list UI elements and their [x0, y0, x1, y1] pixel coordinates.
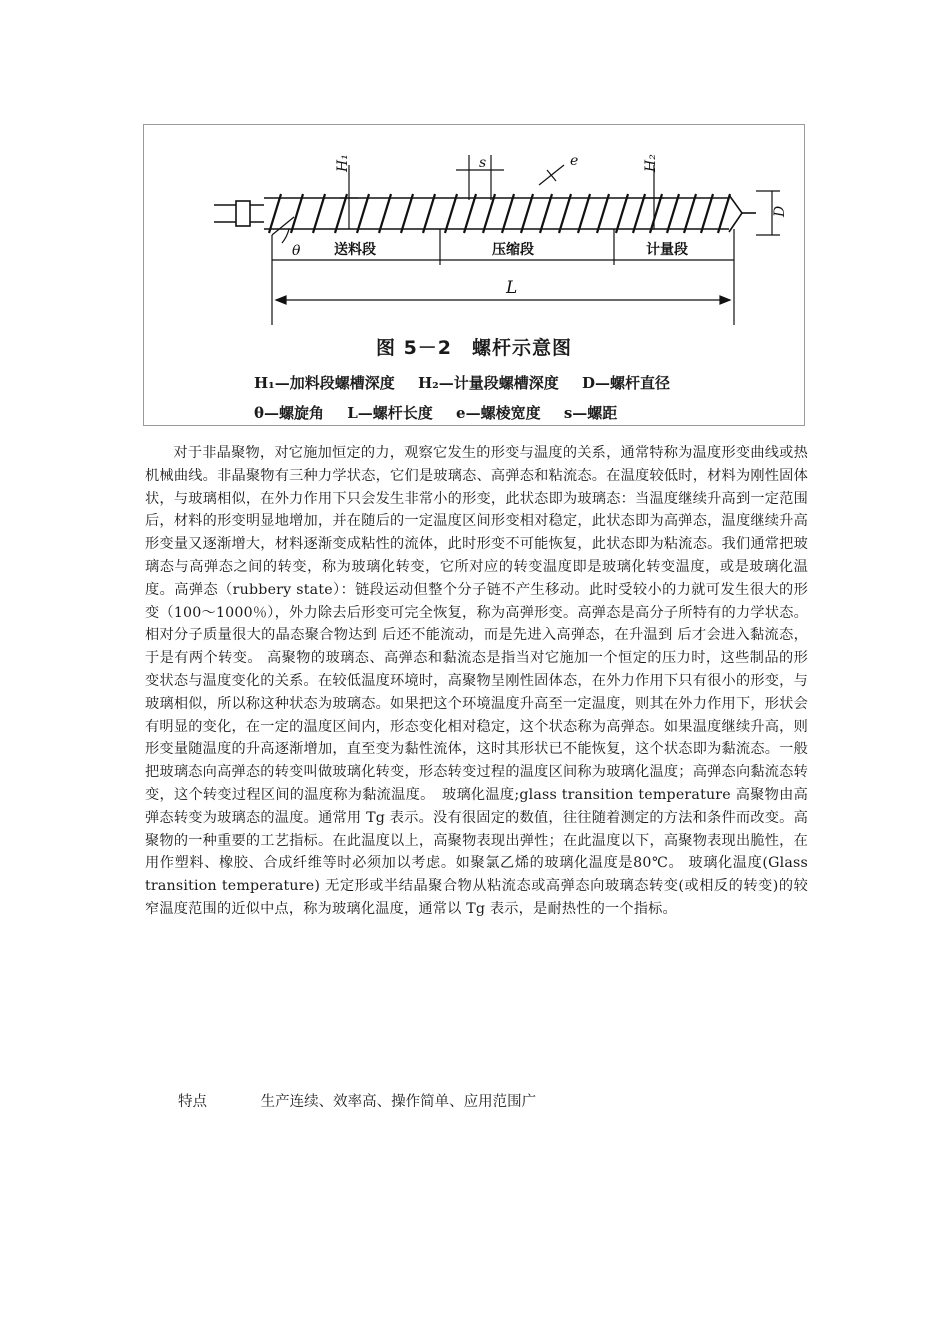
screw-tip	[729, 195, 742, 232]
legend-theta: θ—螺旋角	[254, 404, 325, 422]
screw-flights	[269, 194, 730, 233]
screw-flight	[559, 194, 571, 233]
screw-flight	[616, 194, 628, 233]
screw-flight	[597, 194, 609, 233]
feature-value: 生产连续、效率高、操作简单、应用范围广	[260, 1094, 537, 1110]
screw-flight	[701, 194, 713, 233]
e-symbol: e	[570, 153, 579, 169]
screw-flight	[335, 194, 347, 233]
screw-flight	[445, 194, 457, 233]
legend-s: s—螺距	[563, 404, 618, 422]
legend-row-1	[254, 372, 688, 393]
l-symbol: L	[506, 278, 518, 298]
legend-h1: H₁—加料段螺槽深度	[254, 374, 395, 392]
theta-arc	[282, 229, 289, 243]
screw-flight	[578, 194, 590, 233]
length-arrow-right	[720, 296, 730, 304]
screw-flight	[667, 194, 679, 233]
feature-row	[178, 1090, 536, 1111]
segment-compress: 压缩段	[492, 242, 534, 258]
screw-flight	[718, 194, 730, 233]
screw-flight	[521, 194, 533, 233]
legend-h2: H₂—计量段螺槽深度	[417, 374, 559, 392]
figure-caption: 图 5－2 螺杆示意图	[375, 337, 573, 359]
legend-d: D—螺杆直径	[581, 374, 670, 392]
segment-feed: 送料段	[334, 242, 376, 258]
screw-flight	[540, 194, 552, 233]
segment-meter: 计量段	[646, 242, 688, 258]
legend-e: e—螺棱宽度	[456, 404, 541, 422]
screw-flight	[650, 194, 662, 233]
s-symbol: s	[479, 155, 487, 171]
feature-label: 特点	[178, 1094, 207, 1110]
screw-flight	[269, 194, 281, 233]
screw-flight	[633, 194, 645, 233]
legend-row-2	[254, 402, 635, 423]
body-paragraph: 对于非晶聚物，对它施加恒定的力，观察它发生的形变与温度的关系，通常特称为温度形变曲线或热机械曲线。非晶聚物有三种力学状态，它们是玻璃态、高弹态和粘流态。在温度较低时，材料为刚性固体状，与玻璃相似，在外力作用下只会发生非常小的形变，此状态即为玻璃态：当温度继续升高到一定范围后，材料的形变明显地增加，并在随后的一定温度区间形变相对稳定，此状态即为高弹态，温度继续升高形变量又逐渐增大，材料逐渐变成粘性的流体，此时形变不可能恢复，此状态即为粘流态。我们通常把玻璃态与高弹态之间的转变，称为玻璃化转变，它所对应的转变温度即是玻璃化转变温度，或是玻璃化温度。高弹态（rubbery state）：链段运动但整个分子链不产生移动。此时受较小的力就可发生很大的形变（100～1000％），外力除去后形变可完全恢复，称为高弹形变。高弹态是高分子所特有的力学状态。相对分子质量很大的晶态聚合物达到 后还不能流动，而是先进入高弹态，在升温到 后才会进入黏流态，于是有两个转变。 高聚物的玻璃态、高弹态和黏流态是指当对它施加一个恒定的压力时，这些制品的形变状态与温度变化的关系。在较低温度环境时，高聚物呈刚性固体态，在外力作用下只有很小的形变，与玻璃相似，所以称这种状态为玻璃态。如果把这个环境温度升高至一定温度，则其在外力作用下，形状会有明显的变化，在一定的温度区间内，形态变化相对稳定，这个状态称为高弹态。如果温度继续升高，则形变量随温度的升高逐渐增加，直至变为黏性流体，这时其形状已不能恢复，这个状态即为黏流态。一般把玻璃态向高弹态的转变叫做玻璃化转变，形态转变过程的温度区间称为玻璃化温度；高弹态向黏流态转变，这个转变过程区间的温度称为黏流温度。 玻璃化温度;glass transition temperature 高聚物由高弹态转变为玻璃态的温度。通常用 Tg 表示。没有很固定的数值，往往随着测定的方法和条件而改变。高聚物的一种重要的工艺指标。在此温度以上，高聚物表现出弹性；在此温度以下，高聚物表现出脆性，在用作塑料、橡胶、合成纤维等时必须加以考虑。如聚氯乙烯的玻璃化温度是80℃。 玻璃化温度(Glass transition temperature) 无定形或半结晶聚合物从粘流态或高弹态向玻璃态转变(或相反的转变)的较窄温度范围的近似中点，称为玻璃化温度，通常以 Tg 表示，是耐热性的一个指标。	[145, 445, 808, 917]
h1-symbol: H₁	[335, 154, 351, 172]
screw-flight	[313, 194, 325, 233]
legend-l: L—螺杆长度	[347, 404, 433, 422]
screw-flight	[423, 194, 435, 233]
screw-flight	[291, 194, 303, 233]
h2-symbol: H₂	[643, 154, 659, 172]
screw-flight	[379, 194, 391, 233]
shaft-collar	[236, 201, 250, 226]
screw-flight	[401, 194, 413, 233]
screw-flight	[464, 194, 476, 233]
theta-symbol: θ	[292, 243, 301, 259]
screw-diagram-figure	[143, 124, 805, 426]
screw-flight	[502, 194, 514, 233]
screw-flight	[684, 194, 696, 233]
screw-flight	[357, 194, 369, 233]
d-symbol: D	[772, 205, 788, 217]
screw-flight	[483, 194, 495, 233]
length-arrow-left	[276, 296, 286, 304]
